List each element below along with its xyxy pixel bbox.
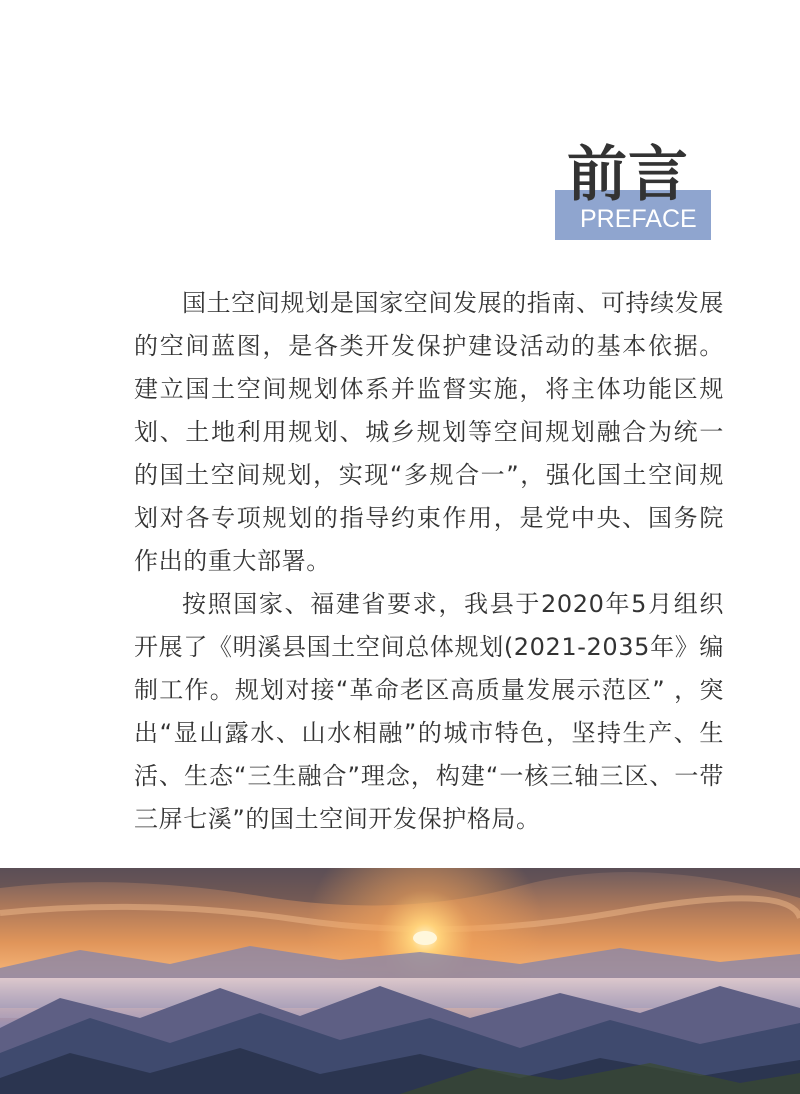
preface-body <box>134 282 724 841</box>
paragraph-2: 按照国家、福建省要求，我县于2020年5月组织开展了《明溪县国土空间总体规划(2021-2035年》编制工作。规划对接“革命老区高质量发展示范区” ，突出“显山露水、山水相融”的城市特色，坚持生产、生活、生态“三生融合”理念，构建“一核三轴三区、一带三屏七溪”的国土空间开发保护格局。 <box>134 590 724 833</box>
preface-heading <box>555 140 715 245</box>
paragraph-1: 国土空间规划是国家空间发展的指南、可持续发展的空间蓝图，是各类开发保护建设活动的基本依据。建立国土空间规划体系并监督实施，将主体功能区规划、土地利用规划、城乡规划等空间规划融合为统一的国土空间规划，实现“多规合一”，强化国土空间规划对各专项规划的指导约束作用，是党中央、国务院作出的重大部署。 <box>134 289 724 575</box>
page-title: 前言 <box>567 140 689 210</box>
sunrise-mountain-image <box>0 868 800 1094</box>
page-subtitle: PREFACE <box>580 205 697 233</box>
